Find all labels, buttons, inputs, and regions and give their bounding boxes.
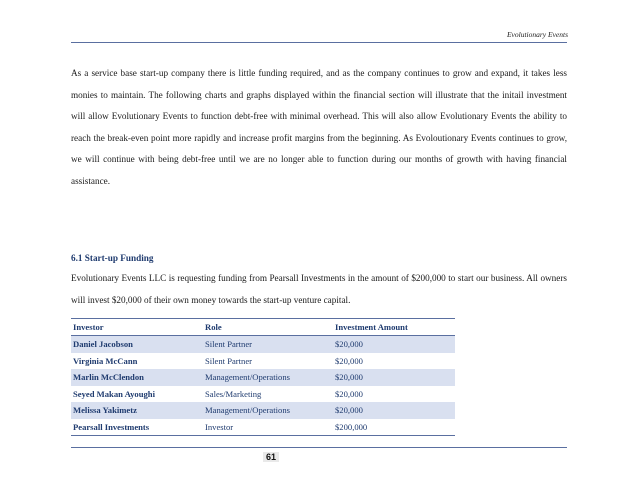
section-paragraph: Evolutionary Events LLC is requesting funding from Pearsall Investments in the amount of $200,000 to start our business. All owners will invest $20,000 of their own money towards the start-up venture capital. [71,273,567,305]
investor-name: Seyed Makan Ayoughi [73,388,155,399]
table-row [71,336,455,353]
column-header-role: Role [203,319,333,336]
column-header-amount: Investment Amount [333,319,455,336]
investor-role: Management/Operations [203,369,333,386]
running-header: Evolutionary Events [506,30,568,39]
investor-role: Sales/Marketing [205,388,262,399]
investment-amount: $200,000 [333,419,455,436]
investment-amount: $20,000 [333,402,455,419]
investor-role: Silent Partner [203,336,333,353]
intro-paragraph: As a service base start-up company there is little funding required, and as the company continues to grow and expand, it takes less monies to maintain. The following charts and graphs displayed within the financial section will illustrate that the initail investment will allow Evolutionary Events to function debt-free with minimal overhead. This will also allow Evolutionary Events the ability to reach the break-even point more rapidly and increase profit margins from the beginning. As Evoloutionary Events continues to grow, we will continue with being debt-free until we are no longer able to function during our months of growth with having financial assistance. [71,68,567,186]
investment-amount: $20,000 [333,336,455,353]
investor-role: Silent Partner [205,355,253,366]
column-header-investor: Investor [71,319,203,336]
table-row [71,419,455,436]
section-heading: 6.1 Start-up Funding [71,253,154,263]
investment-amount: $20,000 [335,355,363,366]
investor-name: Pearsall Investments [71,419,203,436]
investment-amount: $20,000 [335,388,363,399]
investor-table [71,318,455,436]
investor-name: Virginia McCann [73,355,138,366]
table-row [71,353,455,370]
table-row [71,369,455,386]
investor-name: Daniel Jacobson [71,336,203,353]
table-row [71,386,455,403]
header-divider [71,42,567,43]
investment-amount: $20,000 [333,369,455,386]
investor-role: Management/Operations [203,402,333,419]
table-row [71,402,455,419]
investor-role: Investor [203,419,333,436]
footer-divider [71,447,567,448]
investor-name: Melissa Yakimetz [71,402,203,419]
investor-name: Marlin McClendon [71,369,203,386]
table-header-row [71,319,455,336]
page-number: 61 [263,452,279,462]
